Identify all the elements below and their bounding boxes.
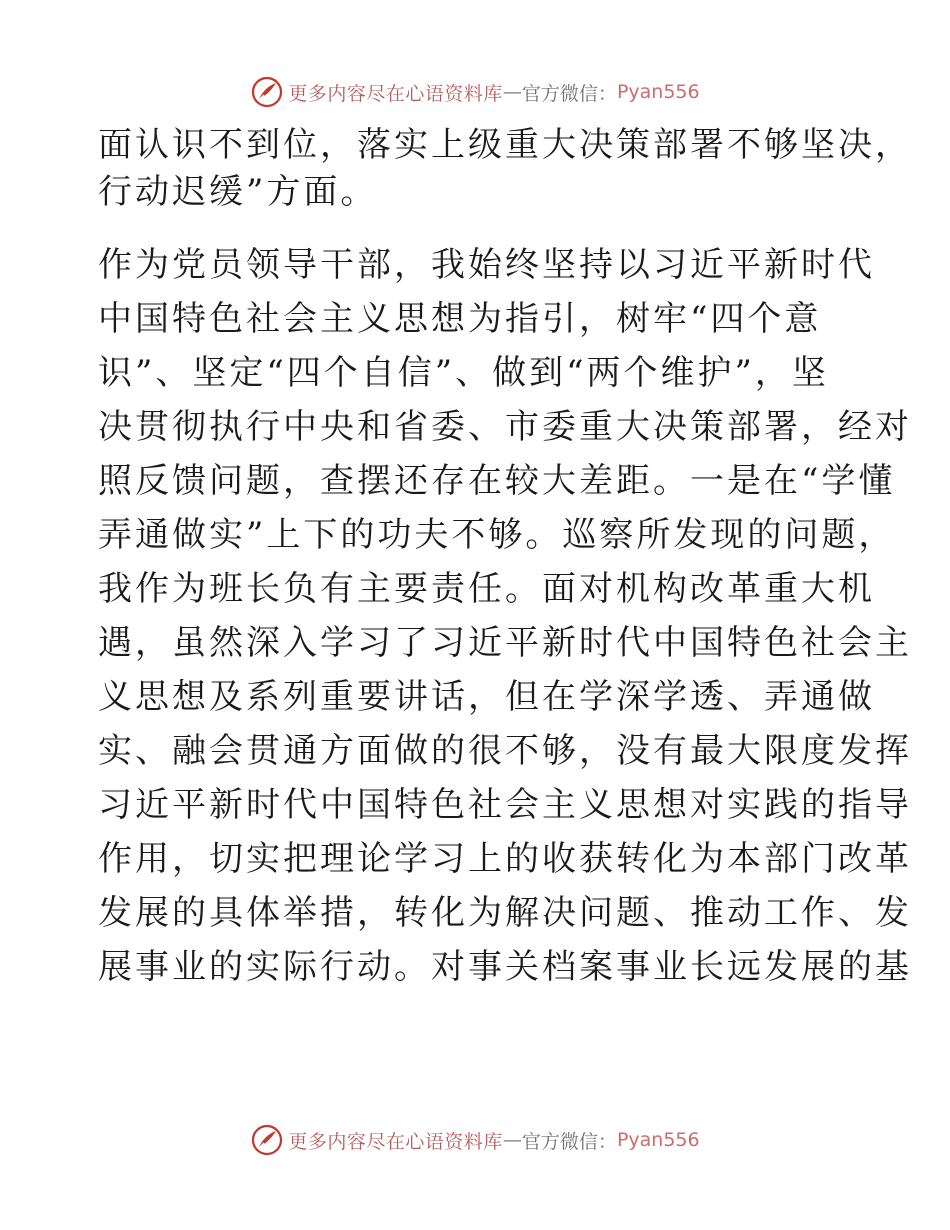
banner-brand-text: 更多内容尽在心语资料库 — [288, 82, 503, 105]
banner-dash: — — [502, 1129, 522, 1151]
paragraph-1 — [98, 122, 912, 216]
text-line: 遇，虽然深入学习了习近平新时代中国特色社会主 — [98, 623, 912, 663]
text-line: 实、融会贯通方面做的很不够，没有最大限度发挥 — [98, 731, 912, 771]
quill-circle-logo-icon — [250, 1123, 284, 1157]
banner-wechat-id: Pyan556 — [616, 81, 700, 103]
text-line: 决贯彻执行中央和省委、市委重大决策部署，经对 — [98, 407, 912, 447]
paragraph-gap — [98, 216, 858, 238]
text-line: 义思想及系列重要讲话，但在学深学透、弄通做 — [98, 677, 875, 717]
text-line: 作为党员领导干部，我始终坚持以习近平新时代 — [98, 245, 875, 285]
text-line: 面认识不到位，落实上级重大决策部署不够坚决， — [98, 125, 912, 165]
text-line: 作用，切实把理论学习上的收获转化为本部门改革 — [98, 839, 912, 879]
paragraph-2 — [98, 238, 912, 994]
footer-banner — [0, 1120, 950, 1160]
text-line: 中国特色社会主义思想为指引，树牢“四个意 — [98, 299, 822, 339]
quill-circle-logo-icon — [250, 75, 284, 109]
header-banner — [0, 72, 950, 112]
banner-brand-text: 更多内容尽在心语资料库 — [288, 1130, 503, 1153]
text-line: 发展的具体举措，转化为解决问题、推动工作、发 — [98, 893, 912, 933]
banner-wechat-label: 官方微信： — [521, 82, 617, 105]
text-line: 照反馈问题，查摆还存在较大差距。一是在“学懂 — [98, 461, 896, 501]
text-line: 展事业的实际行动。对事关档案事业长远发展的基 — [98, 947, 912, 987]
text-line: 识”、坚定“四个自信”、做到“两个维护”，坚 — [98, 353, 829, 393]
banner-wechat-id: Pyan556 — [616, 1129, 700, 1151]
text-line: 我作为班长负有主要责任。面对机构改革重大机 — [98, 569, 875, 609]
banner-dash: — — [502, 81, 522, 103]
text-line: 习近平新时代中国特色社会主义思想对实践的指导 — [98, 785, 912, 825]
text-line: 弄通做实”上下的功夫不够。巡察所发现的问题， — [98, 515, 896, 555]
document-body — [98, 122, 912, 994]
banner-wechat-label: 官方微信： — [521, 1130, 617, 1153]
text-line: 行动迟缓”方面。 — [98, 172, 378, 212]
